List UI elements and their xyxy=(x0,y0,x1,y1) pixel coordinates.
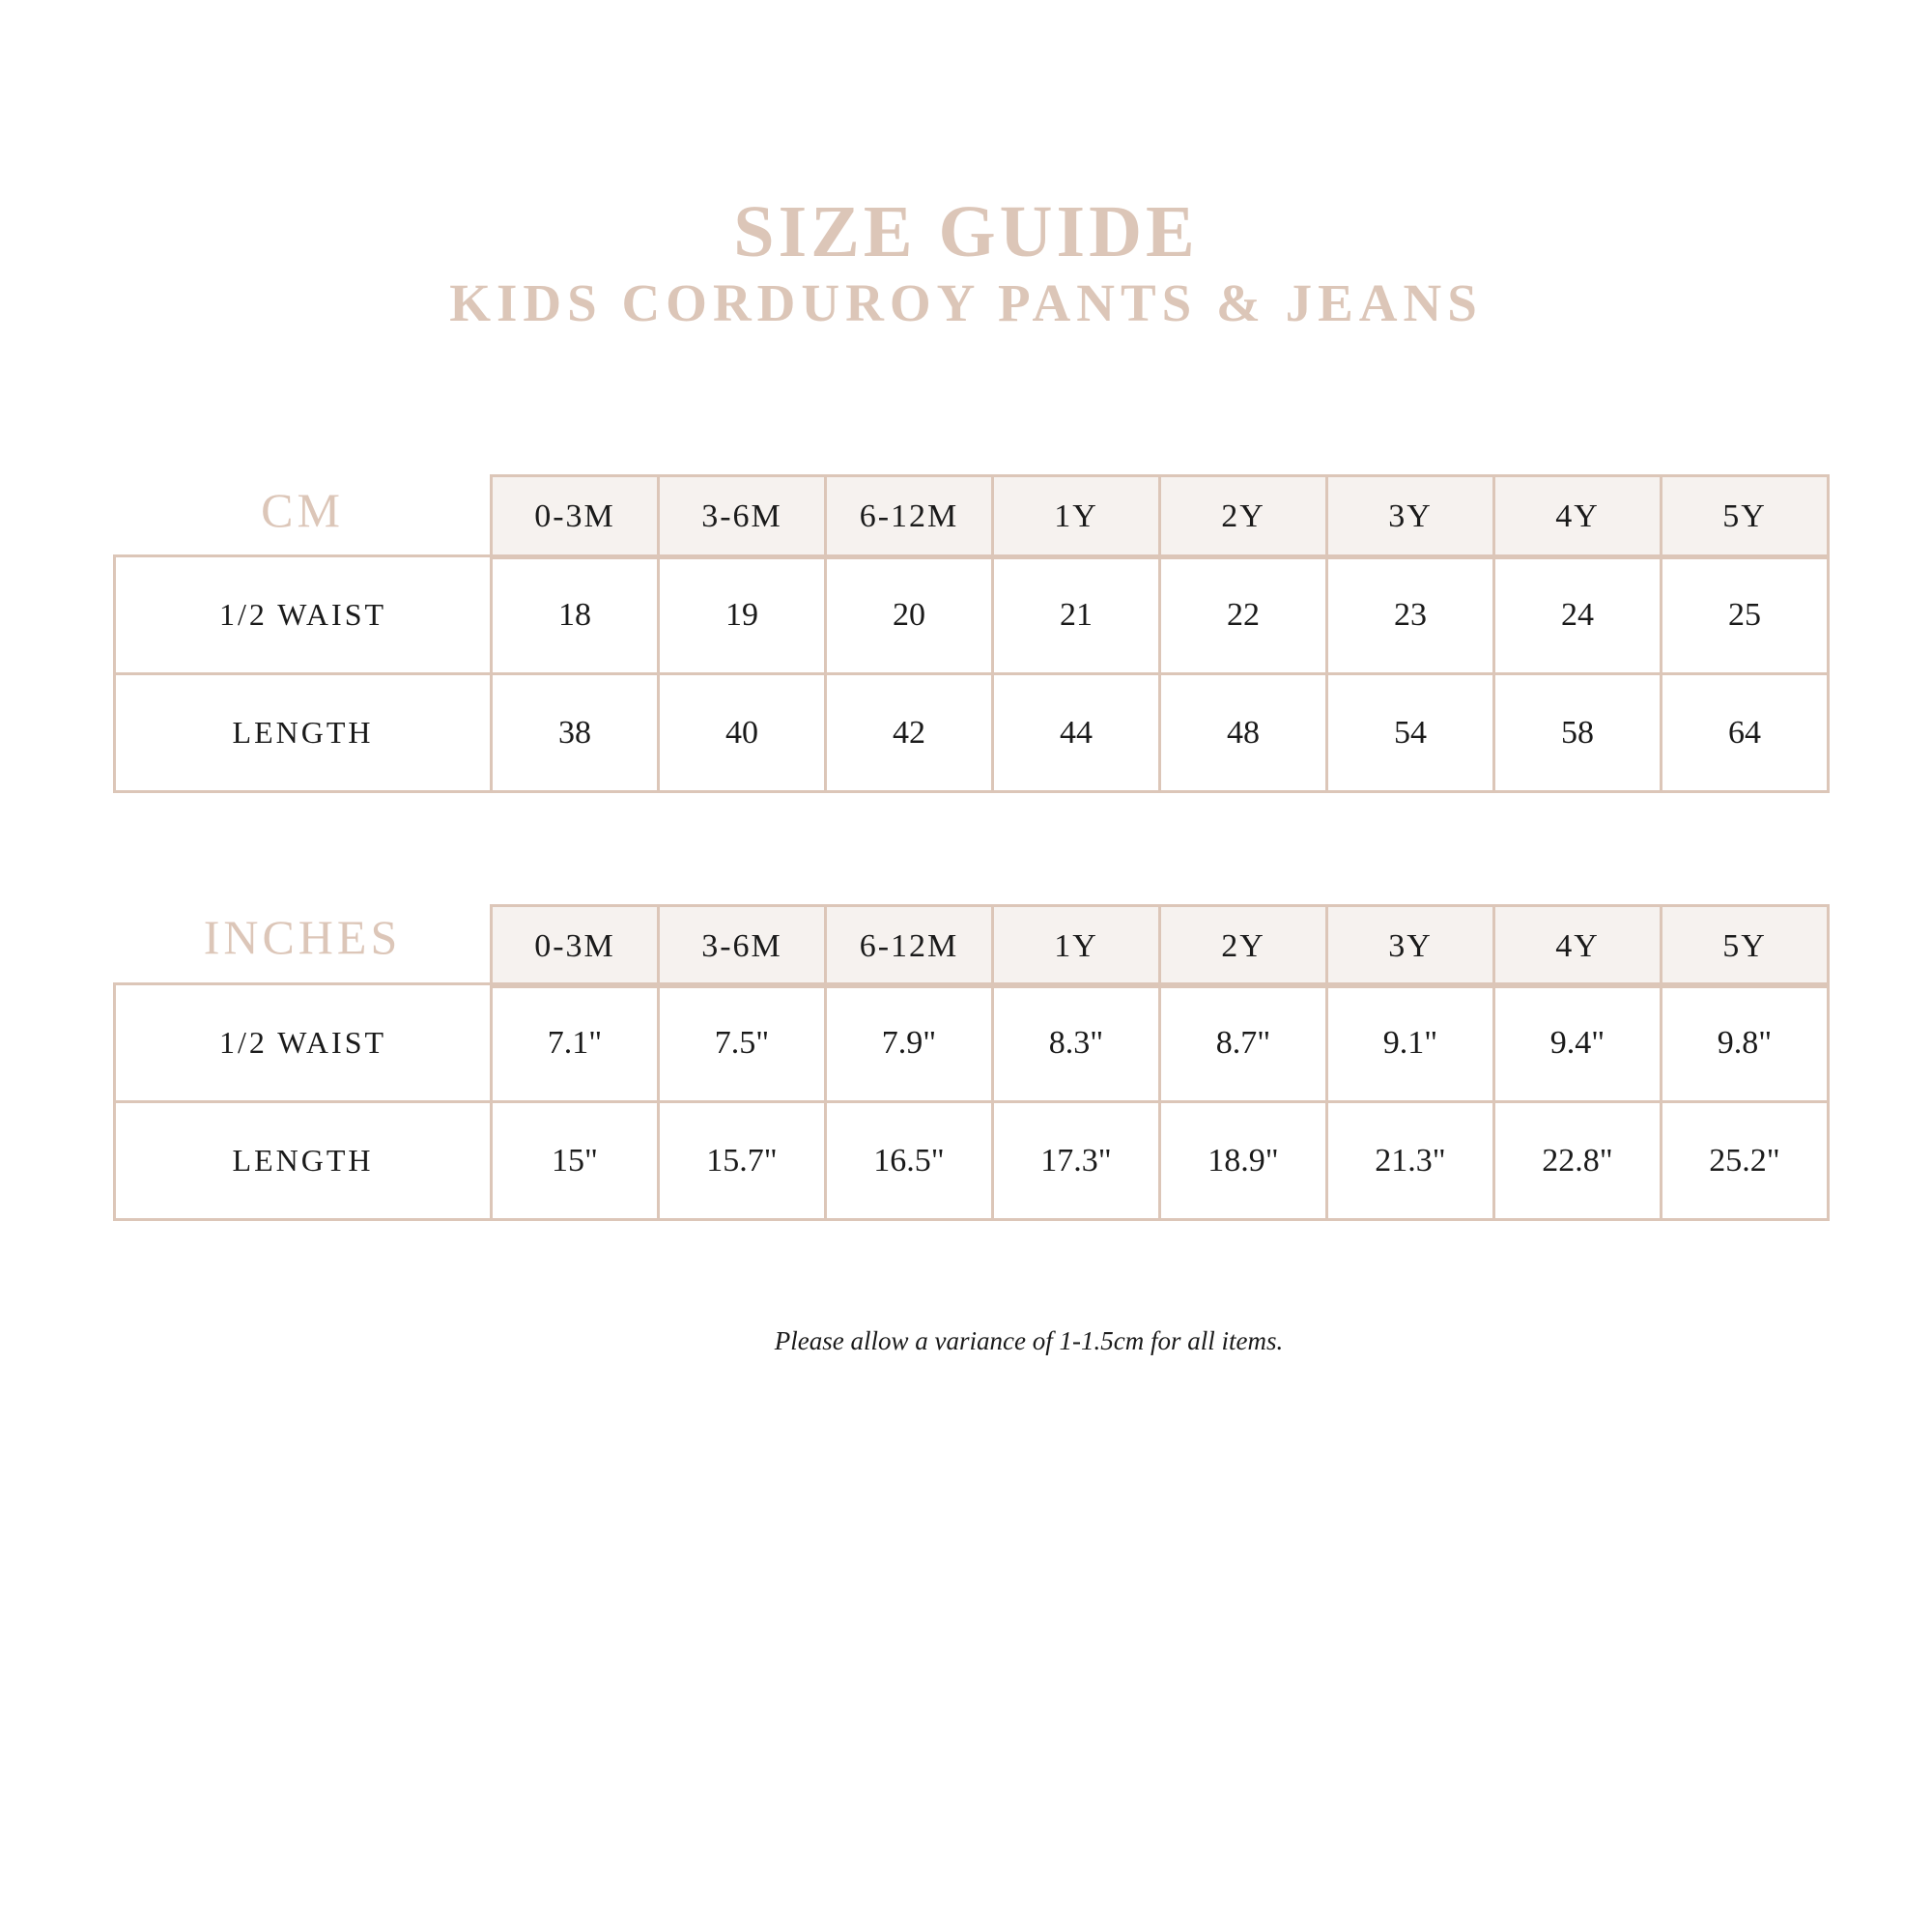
table-cell: 22 xyxy=(1161,557,1328,675)
table-cell: 7.1" xyxy=(493,985,660,1103)
table-cell: 40 xyxy=(660,675,827,793)
cm-measurements-table xyxy=(113,554,1830,793)
cm-size-header: 0-3M xyxy=(493,477,660,559)
cm-size-header: 4Y xyxy=(1495,477,1662,559)
page-title: SIZE GUIDE xyxy=(733,191,1199,272)
row-label: 1/2 WAIST xyxy=(116,557,493,675)
table-cell: 42 xyxy=(827,675,994,793)
table-cell: 18 xyxy=(493,557,660,675)
table-cell: 64 xyxy=(1662,675,1830,793)
table-cell: 48 xyxy=(1161,675,1328,793)
table-cell: 16.5" xyxy=(827,1103,994,1221)
cm-size-header: 2Y xyxy=(1161,477,1328,559)
page-subtitle: KIDS CORDUROY PANTS & JEANS xyxy=(449,273,1483,332)
inches-size-header: 1Y xyxy=(994,907,1161,988)
table-cell: 25 xyxy=(1662,557,1830,675)
table-row xyxy=(116,1103,1830,1221)
table-cell: 8.3" xyxy=(994,985,1161,1103)
table-cell: 54 xyxy=(1328,675,1495,793)
table-cell: 22.8" xyxy=(1495,1103,1662,1221)
inches-size-header: 3Y xyxy=(1328,907,1495,988)
inches-size-header: 6-12M xyxy=(827,907,994,988)
inches-unit-label: INCHES xyxy=(203,910,402,964)
cm-size-header-row xyxy=(490,474,1830,559)
table-cell: 25.2" xyxy=(1662,1103,1830,1221)
row-label: LENGTH xyxy=(116,675,493,793)
table-cell: 7.5" xyxy=(660,985,827,1103)
table-cell: 21 xyxy=(994,557,1161,675)
cm-size-header: 3Y xyxy=(1328,477,1495,559)
inches-size-header: 0-3M xyxy=(493,907,660,988)
table-cell: 38 xyxy=(493,675,660,793)
table-cell: 15" xyxy=(493,1103,660,1221)
row-label: LENGTH xyxy=(116,1103,493,1221)
table-cell: 15.7" xyxy=(660,1103,827,1221)
row-label: 1/2 WAIST xyxy=(116,985,493,1103)
cm-size-header: 5Y xyxy=(1662,477,1830,559)
table-cell: 19 xyxy=(660,557,827,675)
table-cell: 20 xyxy=(827,557,994,675)
inches-size-header: 2Y xyxy=(1161,907,1328,988)
table-cell: 7.9" xyxy=(827,985,994,1103)
table-cell: 9.4" xyxy=(1495,985,1662,1103)
inches-size-header: 4Y xyxy=(1495,907,1662,988)
inches-size-header-row xyxy=(490,904,1830,988)
table-cell: 44 xyxy=(994,675,1161,793)
table-cell: 58 xyxy=(1495,675,1662,793)
table-cell: 21.3" xyxy=(1328,1103,1495,1221)
cm-size-header: 3-6M xyxy=(660,477,827,559)
inches-size-header: 5Y xyxy=(1662,907,1830,988)
cm-size-header: 6-12M xyxy=(827,477,994,559)
table-row xyxy=(116,985,1830,1103)
inches-size-header: 3-6M xyxy=(660,907,827,988)
table-row xyxy=(116,557,1830,675)
table-row xyxy=(116,675,1830,793)
cm-size-header: 1Y xyxy=(994,477,1161,559)
table-cell: 18.9" xyxy=(1161,1103,1328,1221)
table-cell: 17.3" xyxy=(994,1103,1161,1221)
table-cell: 24 xyxy=(1495,557,1662,675)
table-cell: 23 xyxy=(1328,557,1495,675)
table-cell: 9.8" xyxy=(1662,985,1830,1103)
cm-unit-label: CM xyxy=(261,483,344,537)
table-cell: 8.7" xyxy=(1161,985,1328,1103)
inches-measurements-table xyxy=(113,982,1830,1221)
table-cell: 9.1" xyxy=(1328,985,1495,1103)
variance-note: Please allow a variance of 1-1.5cm for all items. xyxy=(774,1326,1284,1355)
